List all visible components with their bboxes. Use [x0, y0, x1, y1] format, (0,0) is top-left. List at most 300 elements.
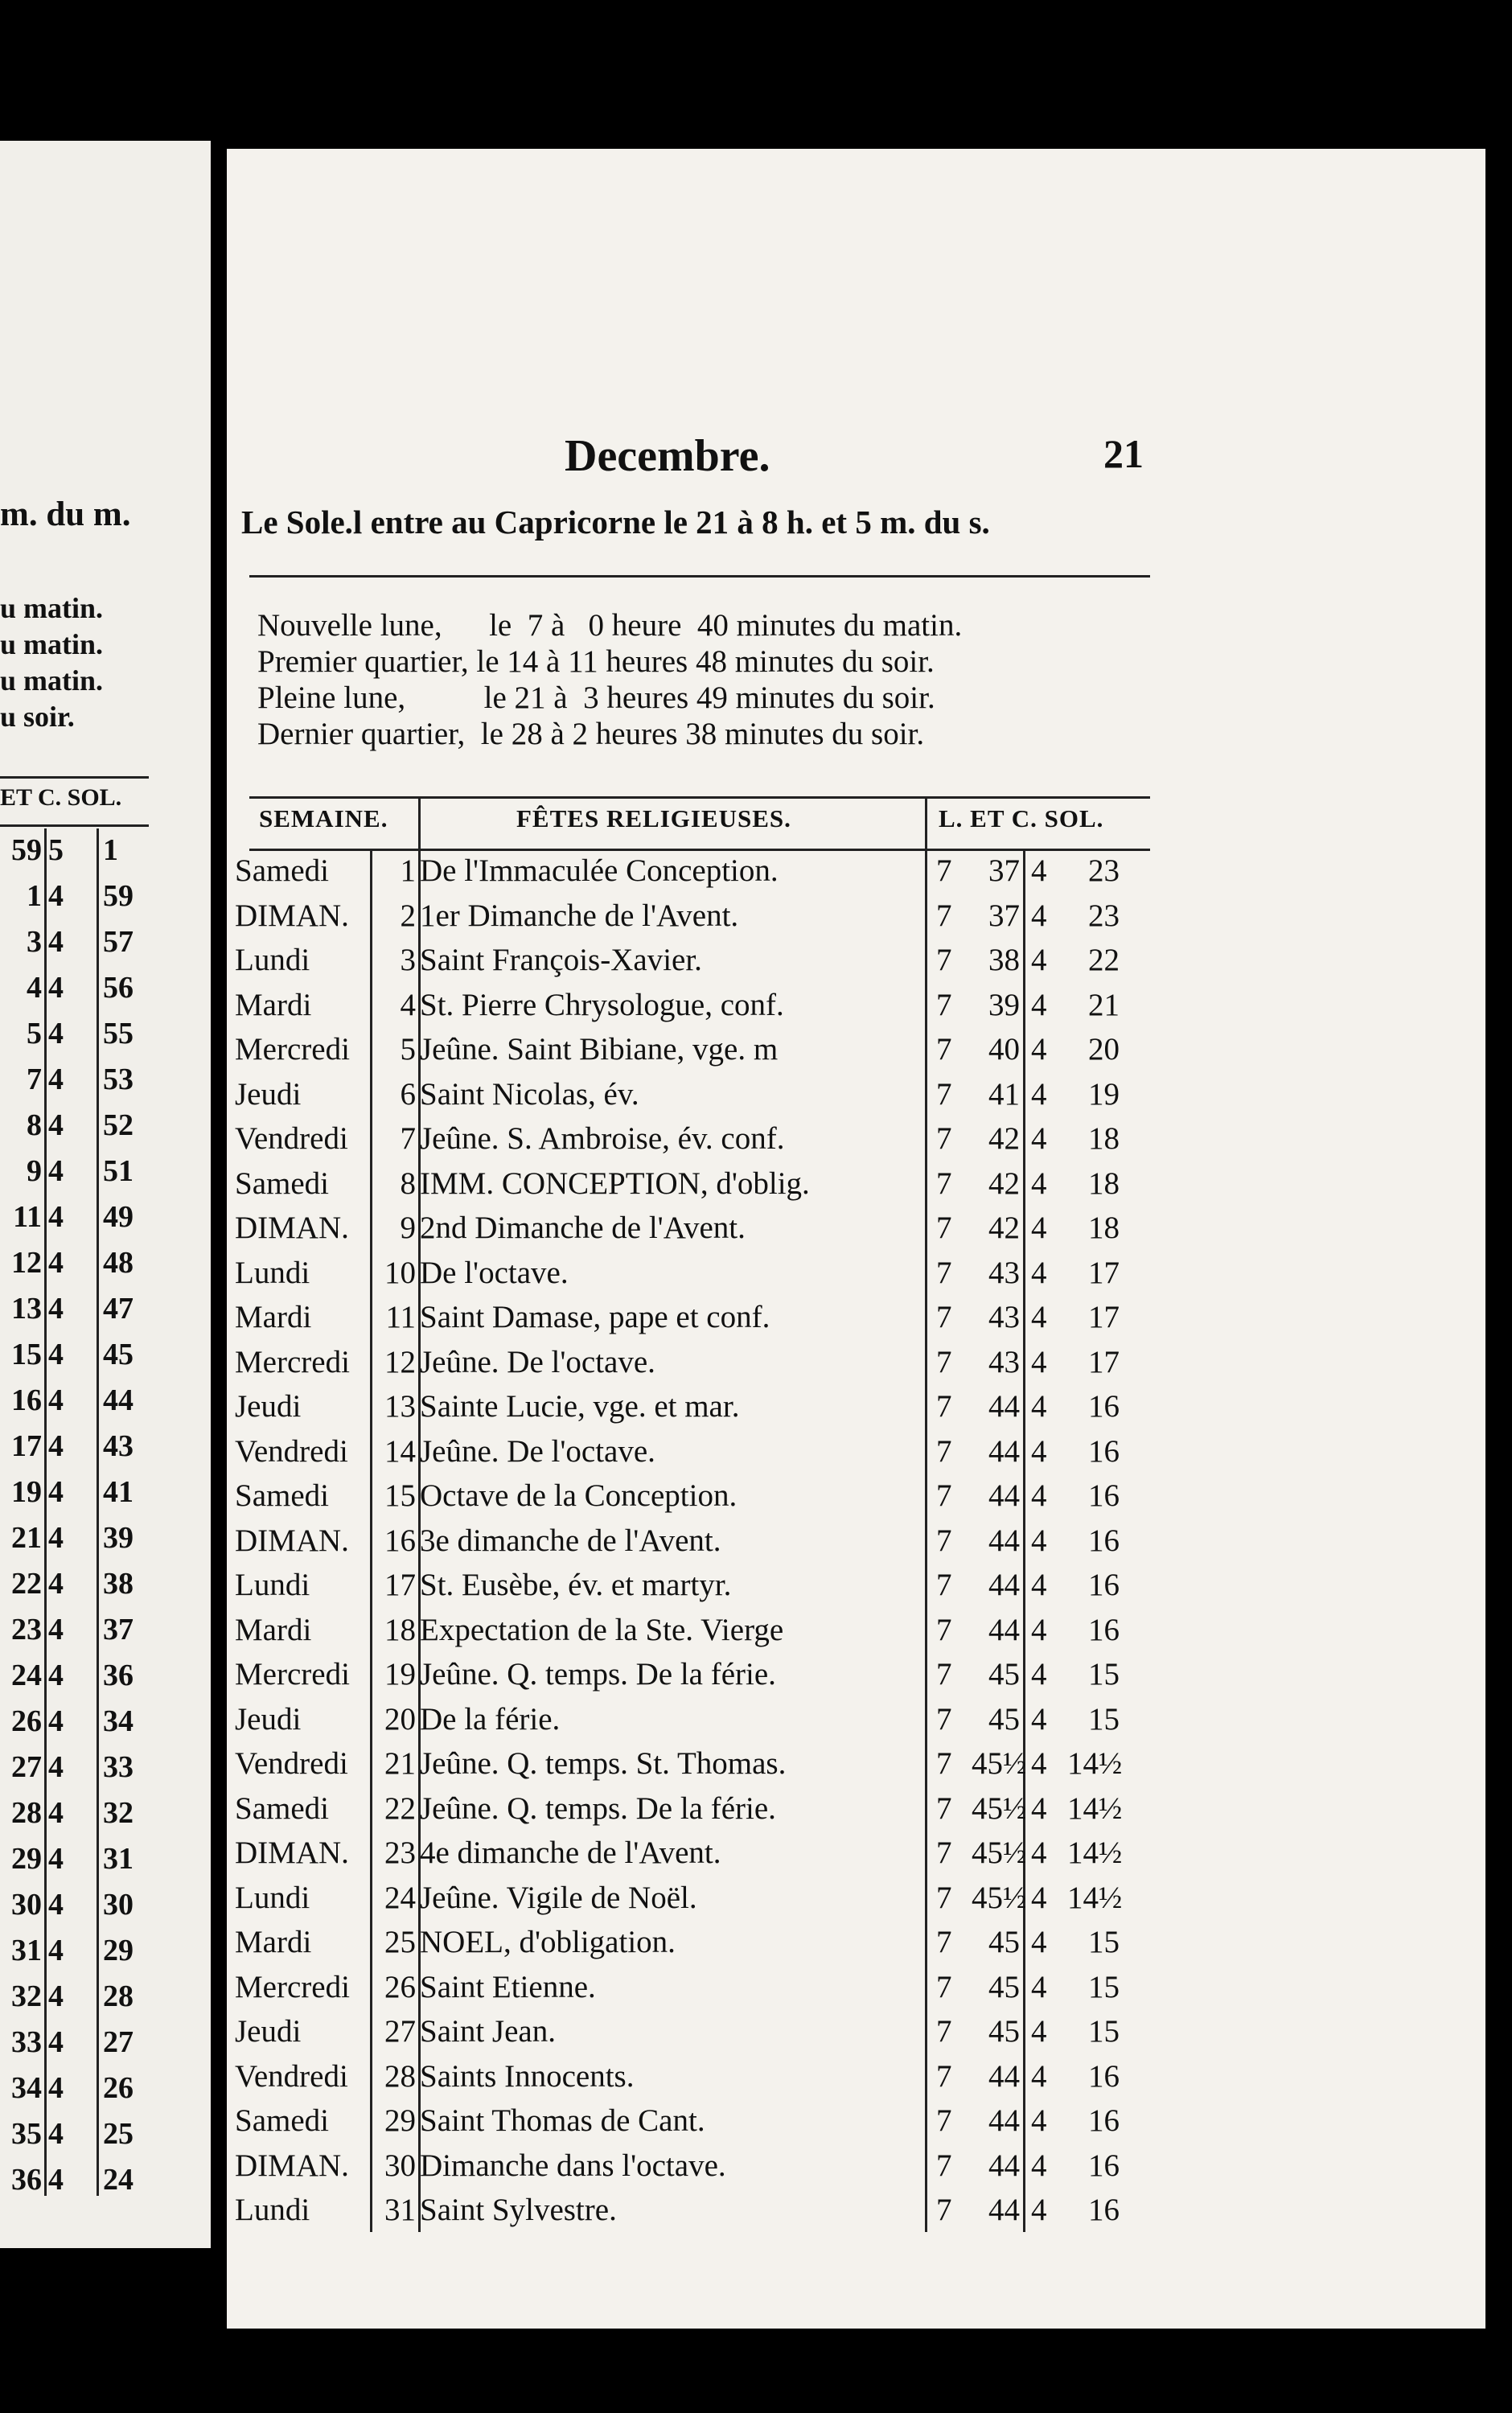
sunset-minute-cell: 15 — [1088, 1657, 1120, 1692]
table-row — [227, 2192, 1160, 2231]
weekday-cell: DIMAN. — [235, 1523, 349, 1558]
sunrise-hour-cell: 7 — [936, 1925, 952, 1959]
left-table-cell: 12 — [11, 1246, 42, 1280]
left-table-cell: 29 — [11, 1842, 42, 1876]
weekday-cell: DIMAN. — [235, 1211, 349, 1245]
feast-cell: IMM. CONCEPTION, d'oblig. — [420, 1165, 810, 1201]
table-row — [227, 1523, 1160, 1562]
table-row — [227, 1299, 1160, 1338]
feast-cell: Saint Sylvestre. — [420, 2193, 617, 2227]
table-row — [227, 2148, 1160, 2187]
page-title: Decembre. — [565, 431, 770, 481]
left-table-row — [0, 1337, 149, 1383]
sunset-minute-cell: 16 — [1088, 1389, 1120, 1424]
left-table-cell: 4 — [48, 1796, 64, 1830]
sunrise-minute-cell: 45 — [988, 2014, 1020, 2049]
sunset-minute-cell: 18 — [1088, 1121, 1120, 1156]
left-table-row — [0, 1520, 149, 1566]
weekday-cell: Jeudi — [235, 1076, 302, 1112]
left-table-cell: 33 — [11, 2025, 42, 2059]
sunrise-minute-cell: 45½ — [972, 1835, 1027, 1870]
sunset-hour-cell: 4 — [1031, 1389, 1047, 1424]
left-table-cell: 4 — [48, 971, 64, 1005]
moon-phase-full: Pleine lune, le 21 à 3 heures 49 minutes du soir. — [257, 680, 935, 715]
left-table-cell: 34 — [11, 2071, 42, 2105]
feast-cell: Jeûne. Q. temps. De la férie. — [420, 1657, 776, 1692]
left-table-cell: 59 — [103, 879, 134, 913]
sunrise-hour-cell: 7 — [936, 1568, 952, 1602]
left-table-cell: 23 — [11, 1613, 42, 1646]
moon-phase-new: Nouvelle lune, le 7 à 0 heure 40 minutes du matin. — [257, 608, 963, 643]
left-table-cell: 30 — [11, 1888, 42, 1922]
left-table-cell: 4 — [48, 1108, 64, 1142]
date-cell: 11 — [385, 1300, 416, 1334]
sunset-hour-cell: 4 — [1031, 1612, 1047, 1647]
date-cell: 4 — [400, 987, 416, 1022]
left-table-row — [0, 1153, 149, 1199]
table-row — [227, 1031, 1160, 1071]
left-table-cell: 22 — [11, 1567, 42, 1601]
left-rule — [0, 776, 149, 779]
sunrise-hour-cell: 7 — [936, 2148, 952, 2183]
date-cell: 6 — [400, 1076, 416, 1112]
feast-cell: Jeûne. Q. temps. De la férie. — [420, 1790, 776, 1826]
sunset-hour-cell: 4 — [1031, 2058, 1047, 2094]
left-table-cell: 4 — [48, 1154, 64, 1188]
weekday-cell: Lundi — [235, 2193, 310, 2227]
table-row — [227, 1120, 1160, 1160]
left-table-cell: 4 — [48, 1704, 64, 1738]
left-table-cell: 48 — [103, 1246, 134, 1280]
left-table-cell: 4 — [48, 2117, 64, 2151]
sunset-hour-cell: 4 — [1031, 1255, 1047, 1290]
weekday-cell: Mercredi — [235, 1657, 350, 1692]
table-row — [227, 1701, 1160, 1741]
left-table-row — [0, 1795, 149, 1841]
table-row — [227, 853, 1160, 892]
sunset-hour-cell: 4 — [1031, 853, 1047, 888]
left-table-cell: 32 — [11, 1979, 42, 2013]
weekday-cell: Jeudi — [235, 2014, 302, 2049]
sunrise-hour-cell: 7 — [936, 1880, 952, 1915]
table-row — [227, 1255, 1160, 1294]
page-subtitle: Le Sole.l entre au Capricorne le 21 à 8 h. et 5 m. du s. — [241, 504, 990, 541]
date-cell: 1 — [400, 853, 416, 888]
sunrise-hour-cell: 7 — [936, 1969, 952, 2004]
date-cell: 16 — [384, 1523, 416, 1558]
left-table-cell: 9 — [27, 1154, 42, 1188]
left-table-row — [0, 2116, 149, 2162]
date-cell: 2 — [400, 898, 416, 933]
sunrise-hour-cell: 7 — [936, 1344, 952, 1379]
sunrise-minute-cell: 44 — [988, 2103, 1020, 2138]
table-row — [227, 2013, 1160, 2053]
table-row — [227, 1478, 1160, 1517]
weekday-cell: Jeudi — [235, 1701, 302, 1737]
sunrise-hour-cell: 7 — [936, 1121, 952, 1156]
date-cell: 13 — [384, 1389, 416, 1424]
left-table-cell: 16 — [11, 1383, 42, 1417]
sunset-hour-cell: 4 — [1031, 1165, 1047, 1201]
left-table-cell: 28 — [103, 1979, 134, 2013]
left-table-row — [0, 1291, 149, 1337]
weekday-cell: DIMAN. — [235, 2148, 349, 2183]
sunrise-hour-cell: 7 — [936, 1701, 952, 1737]
date-cell: 23 — [384, 1835, 416, 1870]
sunrise-hour-cell: 7 — [936, 1211, 952, 1245]
sunrise-minute-cell: 44 — [988, 1568, 1020, 1602]
date-cell: 20 — [384, 1701, 416, 1737]
left-table-cell: 24 — [103, 2163, 134, 2197]
feast-cell: NOEL, d'obligation. — [420, 1925, 676, 1959]
sunrise-minute-cell: 37 — [988, 898, 1020, 933]
left-table-row — [0, 1749, 149, 1795]
sunrise-minute-cell: 42 — [988, 1211, 1020, 1245]
left-table-cell: 4 — [48, 925, 64, 959]
date-cell: 18 — [384, 1612, 416, 1647]
sunrise-minute-cell: 44 — [988, 2148, 1020, 2183]
sunset-hour-cell: 4 — [1031, 1076, 1047, 1112]
date-cell: 24 — [384, 1880, 416, 1915]
weekday-cell: Samedi — [235, 1478, 329, 1513]
sunset-hour-cell: 4 — [1031, 1969, 1047, 2004]
left-table-cell: 11 — [13, 1200, 42, 1234]
left-table-cell: 31 — [11, 1934, 42, 1967]
sunrise-minute-cell: 45 — [988, 1925, 1020, 1959]
weekday-cell: Vendredi — [235, 1433, 348, 1469]
left-table-row — [0, 1658, 149, 1704]
table-top-rule — [249, 796, 1150, 799]
sunset-minute-cell: 17 — [1088, 1344, 1120, 1379]
sunrise-hour-cell: 7 — [936, 1389, 952, 1424]
sunset-minute-cell: 15 — [1088, 1701, 1120, 1737]
left-table-row — [0, 1704, 149, 1749]
sunrise-minute-cell: 44 — [988, 2058, 1020, 2094]
left-table-cell: 4 — [48, 1383, 64, 1417]
sunrise-minute-cell: 43 — [988, 1255, 1020, 1290]
sunset-hour-cell: 4 — [1031, 2014, 1047, 2049]
sunrise-minute-cell: 43 — [988, 1344, 1020, 1379]
sunrise-minute-cell: 44 — [988, 1433, 1020, 1469]
left-table-cell: 47 — [103, 1292, 134, 1326]
left-table-cell: 4 — [48, 1521, 64, 1555]
feast-cell: Saint Jean. — [420, 2014, 556, 2049]
sunset-hour-cell: 4 — [1031, 1433, 1047, 1469]
left-table-cell: 24 — [11, 1659, 42, 1692]
weekday-cell: Mercredi — [235, 1344, 350, 1379]
date-cell: 26 — [384, 1969, 416, 2004]
sunrise-hour-cell: 7 — [936, 898, 952, 933]
table-row — [227, 1210, 1160, 1249]
sunset-minute-cell: 16 — [1088, 2148, 1120, 2183]
left-table-cell: 37 — [103, 1613, 134, 1646]
table-row — [227, 1790, 1160, 1830]
sunrise-hour-cell: 7 — [936, 1433, 952, 1469]
sunrise-hour-cell: 7 — [936, 1076, 952, 1112]
weekday-cell: Mardi — [235, 1612, 312, 1647]
top-rule — [249, 575, 1150, 578]
left-table-cell: 51 — [103, 1154, 134, 1188]
left-table-row — [0, 1612, 149, 1658]
sunset-hour-cell: 4 — [1031, 1701, 1047, 1737]
moon-phase-first-quarter: Premier quartier, le 14 à 11 heures 48 minutes du soir. — [257, 644, 935, 679]
sunrise-minute-cell: 42 — [988, 1165, 1020, 1201]
sunrise-hour-cell: 7 — [936, 1790, 952, 1826]
weekday-cell: Lundi — [235, 1255, 310, 1290]
date-cell: 10 — [384, 1255, 416, 1290]
sunrise-hour-cell: 7 — [936, 2014, 952, 2049]
left-table-cell: 4 — [48, 1017, 64, 1050]
date-cell: 22 — [384, 1790, 416, 1826]
sunset-minute-cell: 20 — [1088, 1032, 1120, 1067]
left-table-cell: 41 — [103, 1475, 134, 1509]
sunset-minute-cell: 15 — [1088, 1925, 1120, 1959]
sunrise-hour-cell: 7 — [936, 2103, 952, 2138]
sunrise-minute-cell: 44 — [988, 1612, 1020, 1647]
sunset-hour-cell: 4 — [1031, 1746, 1047, 1781]
left-table-cell: 4 — [48, 1063, 64, 1096]
left-table-cell: 4 — [48, 1567, 64, 1601]
table-row — [227, 987, 1160, 1026]
left-table-row — [0, 970, 149, 1016]
date-cell: 12 — [384, 1344, 416, 1379]
table-row — [227, 1165, 1160, 1205]
left-table-cell: 35 — [11, 2117, 42, 2151]
sunrise-minute-cell: 44 — [988, 1389, 1020, 1424]
sunrise-hour-cell: 7 — [936, 943, 952, 977]
left-table-cell: 4 — [48, 1613, 64, 1646]
left-table-row — [0, 1199, 149, 1245]
sunset-hour-cell: 4 — [1031, 943, 1047, 977]
left-table-row — [0, 2070, 149, 2116]
left-table-cell: 32 — [103, 1796, 134, 1830]
weekday-cell: Samedi — [235, 1790, 329, 1826]
left-table-row — [0, 2162, 149, 2208]
left-table-cell: 44 — [103, 1383, 134, 1417]
header-fetes: FÊTES RELIGIEUSES. — [516, 804, 791, 832]
sunrise-hour-cell: 7 — [936, 1612, 952, 1647]
table-row — [227, 1924, 1160, 1963]
left-table-cell: 4 — [48, 1750, 64, 1784]
feast-cell: Jeûne. De l'octave. — [420, 1344, 655, 1379]
sunrise-minute-cell: 45 — [988, 1657, 1020, 1692]
left-table-cell: 34 — [103, 1704, 134, 1738]
sunset-minute-cell: 22 — [1088, 943, 1120, 977]
left-table-cell: 4 — [48, 1842, 64, 1876]
date-cell: 21 — [384, 1746, 416, 1781]
weekday-cell: Mercredi — [235, 1969, 350, 2004]
sunrise-hour-cell: 7 — [936, 1835, 952, 1870]
sunrise-minute-cell: 37 — [988, 853, 1020, 888]
feast-cell: Saint Etienne. — [420, 1969, 596, 2004]
sunset-minute-cell: 18 — [1088, 1165, 1120, 1201]
left-table-row — [0, 1933, 149, 1979]
left-table-row — [0, 1245, 149, 1291]
date-cell: 17 — [384, 1568, 416, 1602]
sunset-minute-cell: 15 — [1088, 1969, 1120, 2004]
sunset-minute-cell: 14½ — [1067, 1835, 1123, 1870]
left-table-cell: 31 — [103, 1842, 134, 1876]
sunset-minute-cell: 19 — [1088, 1076, 1120, 1112]
feast-cell: Jeûne. Q. temps. St. Thomas. — [420, 1746, 787, 1781]
left-table-cell: 4 — [48, 1888, 64, 1922]
sunrise-hour-cell: 7 — [936, 2193, 952, 2227]
date-cell: 31 — [384, 2193, 416, 2227]
sunset-hour-cell: 4 — [1031, 1835, 1047, 1870]
feast-cell: 2nd Dimanche de l'Avent. — [420, 1211, 746, 1245]
left-table-cell: 4 — [48, 1934, 64, 1967]
table-header-rule — [249, 849, 1150, 851]
sunset-hour-cell: 4 — [1031, 1344, 1047, 1379]
feast-cell: Saint Thomas de Cant. — [420, 2103, 705, 2138]
sunrise-minute-cell: 45½ — [972, 1880, 1027, 1915]
sunset-hour-cell: 4 — [1031, 2193, 1047, 2227]
left-phase: u matin. — [0, 664, 104, 697]
left-table-cell: 38 — [103, 1567, 134, 1601]
table-row — [227, 1344, 1160, 1383]
feast-cell: Saint François-Xavier. — [420, 943, 702, 977]
left-table-cell: 52 — [103, 1108, 134, 1142]
weekday-cell: Mardi — [235, 1300, 312, 1334]
left-table-cell: 26 — [103, 2071, 134, 2105]
sunset-hour-cell: 4 — [1031, 1880, 1047, 1915]
sunrise-hour-cell: 7 — [936, 853, 952, 888]
left-table-cell: 5 — [27, 1017, 42, 1050]
table-row — [227, 1076, 1160, 1116]
right-page — [227, 149, 1485, 2329]
date-cell: 8 — [400, 1165, 416, 1201]
left-table-cell: 28 — [11, 1796, 42, 1830]
left-table-cell: 4 — [48, 2025, 64, 2059]
feast-cell: De la férie. — [420, 1701, 561, 1737]
date-cell: 15 — [384, 1478, 416, 1513]
left-phase: u soir. — [0, 701, 75, 733]
left-table-cell: 53 — [103, 1063, 134, 1096]
left-table-cell: 4 — [48, 2163, 64, 2197]
left-table-header: ET C. SOL. — [0, 784, 122, 811]
sunrise-hour-cell: 7 — [936, 1255, 952, 1290]
feast-cell: De l'octave. — [420, 1255, 569, 1290]
left-table-cell: 1 — [27, 879, 42, 913]
date-cell: 30 — [384, 2148, 416, 2183]
feast-cell: 4e dimanche de l'Avent. — [420, 1835, 721, 1870]
sunrise-minute-cell: 39 — [988, 987, 1020, 1022]
left-table-cell: 4 — [48, 1292, 64, 1326]
feast-cell: Expectation de la Ste. Vierge — [420, 1612, 784, 1647]
date-cell: 9 — [400, 1211, 416, 1245]
left-table-cell: 26 — [11, 1704, 42, 1738]
left-table-cell: 39 — [103, 1521, 134, 1555]
left-table-cell: 4 — [48, 1246, 64, 1280]
feast-cell: Jeûne. De l'octave. — [420, 1433, 655, 1469]
table-row — [227, 1612, 1160, 1651]
sunset-hour-cell: 4 — [1031, 1790, 1047, 1826]
sunset-hour-cell: 4 — [1031, 1121, 1047, 1156]
date-cell: 27 — [384, 2014, 416, 2049]
left-table-cell: 30 — [103, 1888, 134, 1922]
left-table-cell: 15 — [11, 1338, 42, 1371]
sunset-minute-cell: 16 — [1088, 1478, 1120, 1513]
date-cell: 3 — [400, 943, 416, 977]
sunrise-hour-cell: 7 — [936, 987, 952, 1022]
date-cell: 29 — [384, 2103, 416, 2138]
left-table-cell: 4 — [48, 1338, 64, 1371]
sunset-hour-cell: 4 — [1031, 1523, 1047, 1558]
sunrise-minute-cell: 45 — [988, 1969, 1020, 2004]
weekday-cell: Vendredi — [235, 1746, 348, 1781]
table-row — [227, 1388, 1160, 1428]
left-table-cell: 4 — [48, 1475, 64, 1509]
table-row — [227, 2058, 1160, 2098]
feast-cell: St. Eusèbe, év. et martyr. — [420, 1568, 732, 1602]
weekday-cell: Lundi — [235, 1568, 310, 1602]
table-row — [227, 898, 1160, 937]
weekday-cell: Mardi — [235, 1925, 312, 1959]
left-table-cell: 17 — [11, 1429, 42, 1463]
sunset-minute-cell: 14½ — [1067, 1880, 1123, 1915]
left-table-row — [0, 924, 149, 970]
sunset-minute-cell: 16 — [1088, 1612, 1120, 1647]
left-table-cell: 1 — [103, 833, 118, 867]
left-table-row — [0, 1474, 149, 1520]
left-table-cell: 29 — [103, 1934, 134, 1967]
sunrise-minute-cell: 45½ — [972, 1790, 1027, 1826]
sunset-minute-cell: 18 — [1088, 1211, 1120, 1245]
left-table-cell: 21 — [11, 1521, 42, 1555]
weekday-cell: DIMAN. — [235, 1835, 349, 1870]
left-table-row — [0, 1566, 149, 1612]
sunset-hour-cell: 4 — [1031, 1300, 1047, 1334]
left-table-cell: 27 — [11, 1750, 42, 1784]
sunrise-minute-cell: 45½ — [972, 1746, 1027, 1781]
sunset-minute-cell: 21 — [1088, 987, 1120, 1022]
table-row — [227, 942, 1160, 981]
left-table-cell: 45 — [103, 1338, 134, 1371]
left-table-cell: 13 — [11, 1292, 42, 1326]
weekday-cell: Mardi — [235, 987, 312, 1022]
page-number: 21 — [1103, 431, 1144, 476]
feast-cell: St. Pierre Chrysologue, conf. — [420, 987, 784, 1022]
sunrise-minute-cell: 43 — [988, 1300, 1020, 1334]
table-row — [227, 1433, 1160, 1473]
left-page — [0, 141, 211, 2248]
weekday-cell: Vendredi — [235, 1121, 348, 1156]
table-row — [227, 1745, 1160, 1785]
sunset-minute-cell: 14½ — [1067, 1790, 1123, 1826]
table-row — [227, 1969, 1160, 2008]
left-table-row — [0, 1979, 149, 2025]
sunrise-hour-cell: 7 — [936, 1657, 952, 1692]
left-phase: u matin. — [0, 592, 104, 624]
sunrise-hour-cell: 7 — [936, 1478, 952, 1513]
left-table-cell: 3 — [27, 925, 42, 959]
feast-cell: Saint Nicolas, év. — [420, 1076, 639, 1112]
feast-cell: 1er Dimanche de l'Avent. — [420, 898, 739, 933]
feast-cell: Dimanche dans l'octave. — [420, 2148, 726, 2183]
sunset-minute-cell: 16 — [1088, 1523, 1120, 1558]
sunset-hour-cell: 4 — [1031, 1568, 1047, 1602]
left-table-cell: 36 — [103, 1659, 134, 1692]
left-table-cell: 4 — [48, 1979, 64, 2013]
sunset-hour-cell: 4 — [1031, 987, 1047, 1022]
sunrise-minute-cell: 40 — [988, 1032, 1020, 1067]
date-cell: 25 — [384, 1925, 416, 1959]
sunset-minute-cell: 17 — [1088, 1300, 1120, 1334]
left-table-row — [0, 878, 149, 924]
left-table-row — [0, 1428, 149, 1474]
left-table-cell: 25 — [103, 2117, 134, 2151]
feast-cell: Octave de la Conception. — [420, 1478, 738, 1513]
